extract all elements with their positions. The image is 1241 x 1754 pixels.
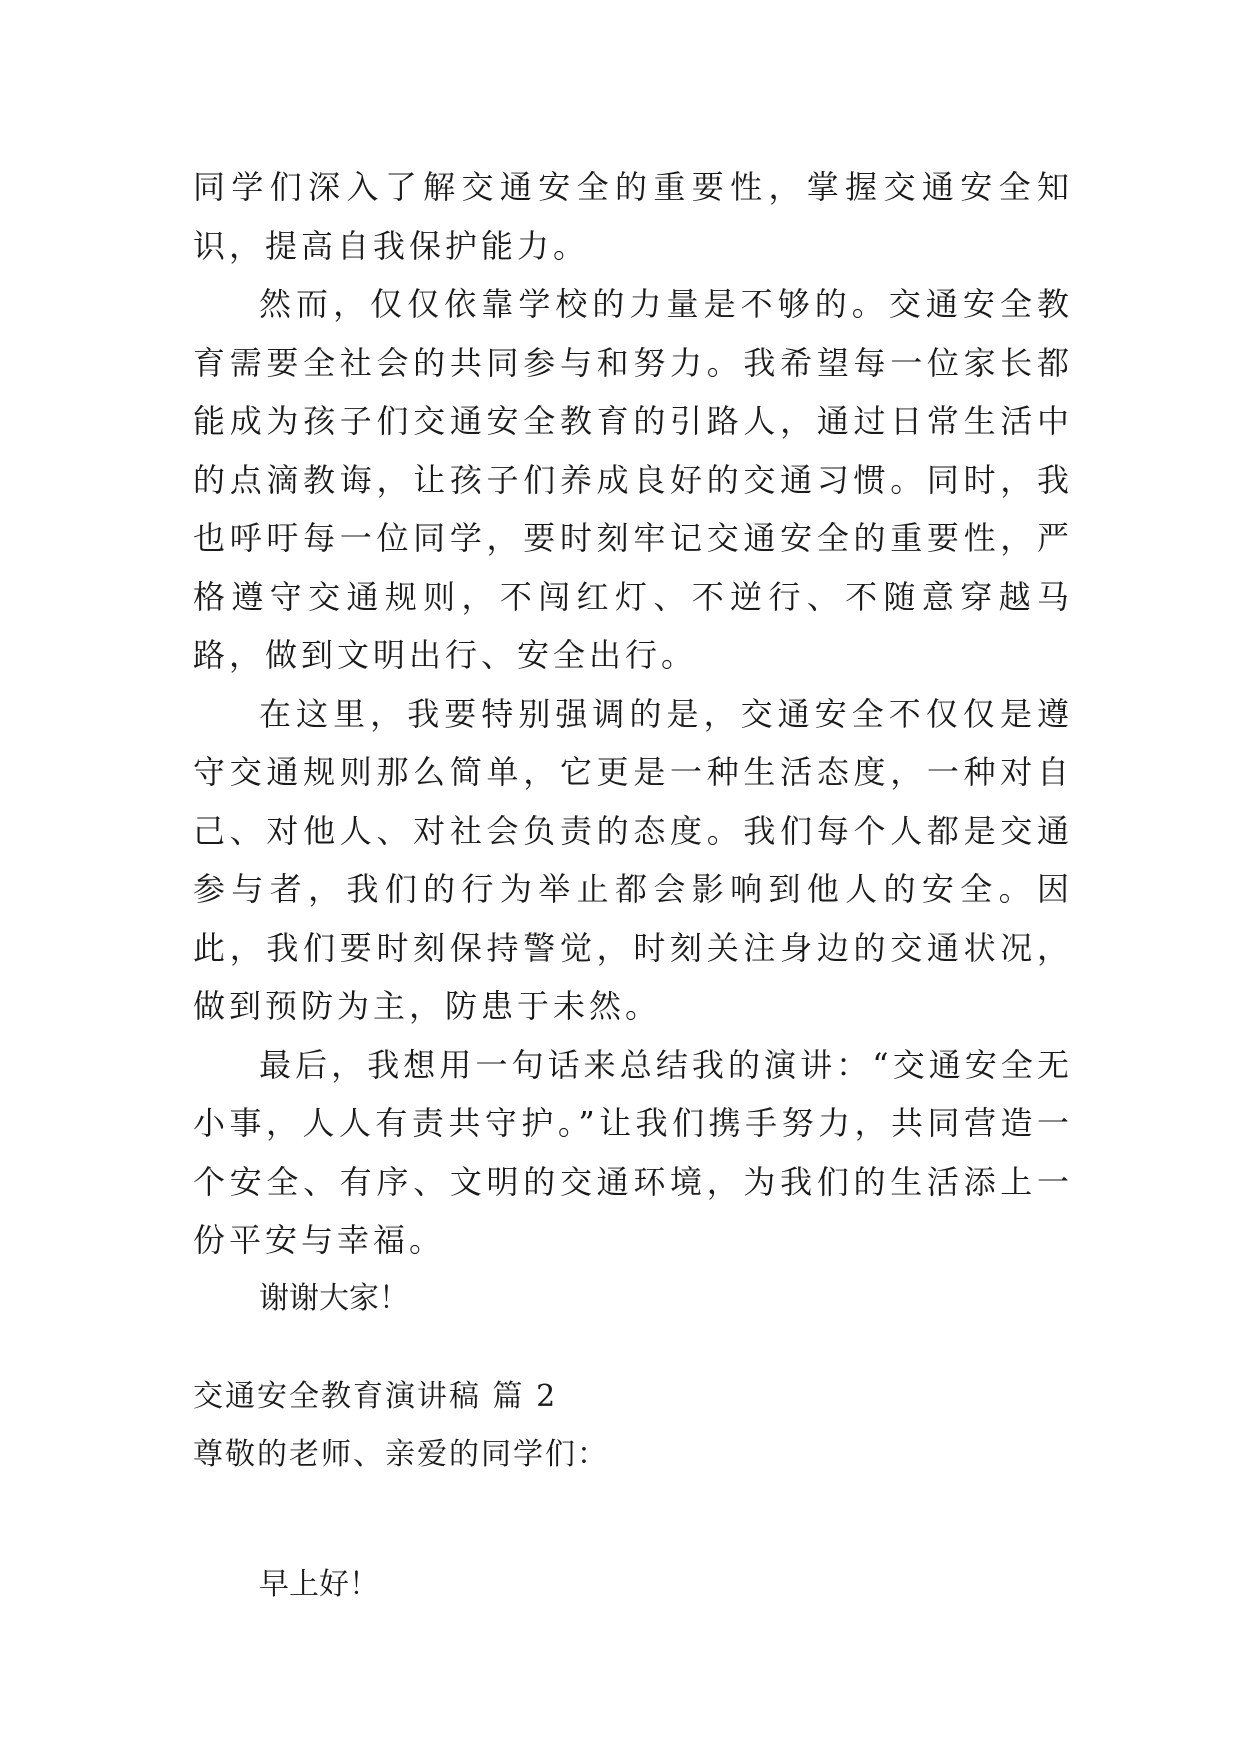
greeting: 早上好！ [259, 1566, 379, 1602]
paragraph-3: 在这里，我要特别强调的是，交通安全不仅仅是遵守交通规则那么简单，它更是一种生活态度，一种对自己、对他人、对社会负责的态度。我们每个人都是交通参与者，我们的行为举止都会影响到他人的安全。因此，我们要时刻保持警觉，时刻关注身边的交通状况，做到预防为主，防患于未然。 [193, 694, 1073, 1025]
section-title: 交通安全教育演讲稿 篇 2 [193, 1378, 558, 1414]
document-page [193, 158, 1073, 1614]
paragraph-2: 然而，仅仅依靠学校的力量是不够的。交通安全教育需要全社会的共同参与和努力。我希望每一位家长都能成为孩子们交通安全教育的引路人，通过日常生活中的点滴教诲，让孩子们养成良好的交通习惯。同时，我也呼吁每一位同学，要时刻牢记交通安全的重要性，严格遵守交通规则，不闯红灯、不逆行、不随意穿越马路，做到文明出行、安全出行。 [193, 285, 1073, 674]
salutation: 尊敬的老师、亲爱的同学们： [193, 1436, 609, 1472]
thanks-line: 谢谢大家！ [259, 1280, 409, 1316]
paragraph-4: 最后，我想用一句话来总结我的演讲：“交通安全无小事，人人有责共守护。”让我们携手努力，共同营造一个安全、有序、文明的交通环境，为我们的生活添上一份平安与幸福。 [193, 1045, 1073, 1259]
paragraph-1-continuation: 同学们深入了解交通安全的重要性，掌握交通安全知识，提高自我保护能力。 [193, 168, 1073, 265]
